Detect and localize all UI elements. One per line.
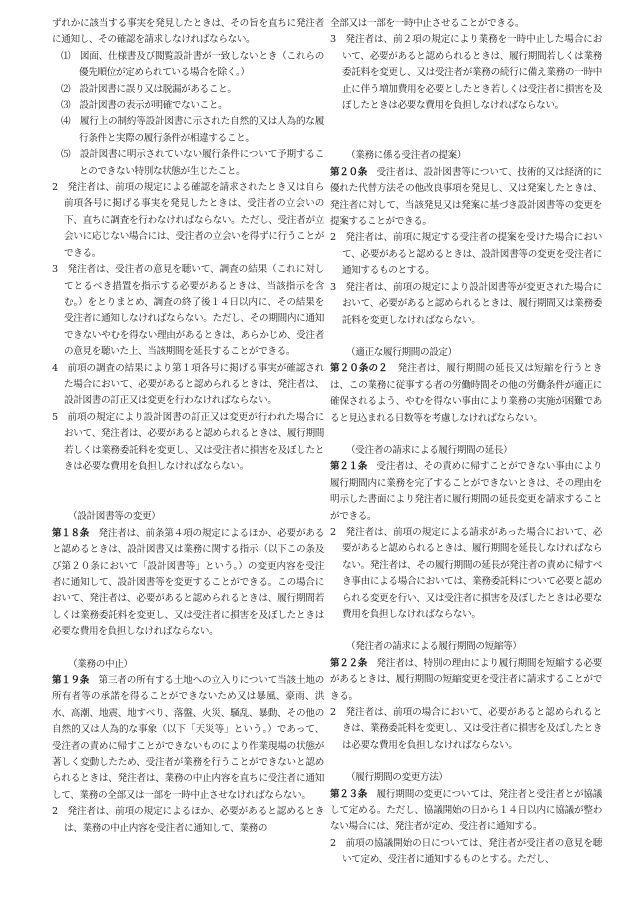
article-21 bbox=[330, 459, 602, 525]
article-20 bbox=[330, 165, 602, 231]
article-23 bbox=[330, 787, 602, 836]
numbered-paragraph: 3 発注者は、前項の規定により設計図書等が変更された場合において、必要があると認められるときは、履行期間又は業務委託料を変更しなければならない。 bbox=[330, 281, 602, 326]
right-column bbox=[330, 16, 602, 869]
article-heading: （業務に係る受注者の提案） bbox=[346, 150, 467, 162]
article-text: 第三者の所有する土地への立入りについて当該土地の所有者等の承諾を得ることができないため又は暴風、豪雨、洪水、高潮、地震、地すべり、落盤、火災、騒乱、暴動、その他の自然的又は人為的な事象（以下「天災等」という。）であって、受注者の責めに帰すことができないものにより作業現場の状態が著しく変動したため、受注者が業務を行うことができないと認められるときは、発注者は、業務の中止内容を直ちに受注者に通知して、業務の全部又は一部を一時中止させなければならない。 bbox=[52, 675, 325, 801]
item-text: 履行上の制約等設計図書に示された自然的又は人為的な履行条件と実際の履行条件が相違すること。 bbox=[79, 116, 324, 144]
numbered-paragraph: 3 発注者は、受注者の意見を聴いて、調査の結果（これに対してとるべき措置を指示する必要があるときは、当該指示を含む。）をとりまとめ、調査の終了後１４日以内に、その結果を受注者に通知しなければならない。ただし、その期間内に通知できないやむを得ない理由があるときは、あらかじめ、受注者の意見を聴いた上、当該期間を延長することができる。 bbox=[52, 264, 324, 358]
numbered-paragraph: 2 前項の協議開始の日については、発注者が受注者の意見を聴いて定め、受注者に通知するものとする。ただし、 bbox=[330, 837, 602, 866]
article-20-2 bbox=[330, 361, 602, 427]
item-text: 設計図書に明示されていない履行条件について予期することのできない特別な状態が生じたこと。 bbox=[79, 149, 324, 177]
list-item bbox=[52, 98, 324, 114]
article-number: 第１９条 bbox=[52, 675, 90, 687]
list-item bbox=[52, 147, 324, 180]
article-18 bbox=[52, 526, 324, 641]
left-column bbox=[52, 16, 324, 837]
item-number: ⑴ bbox=[61, 50, 71, 62]
item-number: ⑶ bbox=[61, 100, 71, 112]
article-number: 第２０条 bbox=[330, 166, 368, 178]
list-item bbox=[52, 82, 324, 98]
numbered-paragraph: 5 前項の規定により設計図書の訂正又は変更が行われた場合において、発注者は、必要があると認められるときは、履行期間若しくは業務委託料を変更し、又は受注者に損害を及ぼしたときは必要な費用を負担しなければならない。 bbox=[52, 411, 324, 472]
numbered-paragraph: 3 発注者は、前２項の規定により業務を一時中止した場合において、必要があると認められるときは、履行期間若しくは業務委託料を変更し、又は受注者が業務の続行に備え業務の一時中止に伴う増加費用を必要としたとき若しくは受注者に損害を及ぼしたときは必要な費用を負担しなければならない。 bbox=[330, 34, 602, 112]
article-19 bbox=[52, 673, 324, 804]
article-heading: （適正な履行期間の設定） bbox=[346, 346, 457, 358]
list-item bbox=[52, 114, 324, 147]
article-number: 第１８条 bbox=[52, 527, 90, 539]
list-item bbox=[52, 49, 324, 82]
item-text: 図面、仕様書及び閲覧設計書が一致しないとき（これらの優先順位が定められている場合を除く。） bbox=[79, 50, 324, 79]
item-text: 設計図書に誤り又は脱漏があること。 bbox=[79, 83, 237, 95]
article-heading: （発注者の請求による履行期間の短縮等） bbox=[346, 641, 522, 653]
article-heading: （受注者の請求による履行期間の延長） bbox=[346, 444, 513, 456]
item-number: ⑷ bbox=[61, 116, 71, 128]
continued-paragraph: ずれかに該当する事実を発見したときは、その旨を直ちに発注者に通知し、その確認を請求しなければならない。 bbox=[52, 18, 324, 46]
article-text: 履行期間の変更については、発注者と受注者とが協議して定める。ただし、協議開始の日から１４日以内に協議が整わない場合には、発注者が定め、受注者に通知する。 bbox=[330, 788, 603, 833]
article-number: 第２１条 bbox=[330, 461, 368, 473]
article-text: 発注者は、履行期間の延長又は短縮を行うときは、この業務に従事する者の労働時間その他の労働条件が適正に確保されるよう、やむを得ない事由により業務の実施が困難であると見込まれる日数等を考慮しなければならない。 bbox=[330, 363, 602, 424]
article-heading: （業務の中止） bbox=[68, 658, 133, 670]
article-text: 受注者は、設計図書等について、技術的又は経済的に優れた代替方法その他改良事項を発見し、又は発案したときは、発注者に対して、当該発見又は発案に基づき設計図書等の変更を提案することができる。 bbox=[330, 166, 602, 228]
item-number: ⑸ bbox=[61, 149, 71, 161]
continued-paragraph: 全部又は一部を一時中止させることができる。 bbox=[330, 18, 525, 29]
numbered-paragraph: 2 発注者は、前項の規定による請求があった場合において、必要があると認められるときは、履行期間を延長しなければならない。発注者は、その履行期間の延長が発注者の責めに帰すべき事由による場合においては、業務委託料について必要と認められる変更を行い、又は受注者に損害を及ぼしたときは必要な費用を負担しなければならない。 bbox=[330, 526, 602, 620]
article-number: 第２３条 bbox=[330, 788, 368, 800]
article-number: 第２０条の２ bbox=[330, 363, 388, 375]
article-text: 受注者は、その責めに帰すことができない事由により履行期間内に業務を完了することができないときは、その理由を明示した書面により発注者に履行期間の延長変更を請求することができる。 bbox=[330, 461, 603, 522]
numbered-paragraph: 2 発注者は、前項に規定する受注者の提案を受けた場合において、必要があると認めるときは、設計図書等の変更を受注者に通知するものとする。 bbox=[330, 232, 602, 277]
numbered-paragraph: 2 発注者は、前項の場合において、必要があると認められるときは、業務委託料を変更し、又は受注者に損害を及ぼしたときは必要な費用を負担しなければならない。 bbox=[330, 707, 602, 751]
item-number: ⑵ bbox=[61, 83, 71, 95]
numbered-paragraph: 2 発注者は、前項の規定による確認を請求されたとき又は自ら前項各号に掲げる事実を発見したときは、受注者の立会いの下、直ちに調査を行わなければならない。ただし、受注者が立会いに応じない場合には、受注者の立会いを得ずに行うことができる。 bbox=[52, 182, 324, 259]
article-text: 発注者は、特別の理由により履行期間を短縮する必要があるときは、履行期間の短縮変更を受注者に請求することができる。 bbox=[330, 657, 603, 702]
article-22 bbox=[330, 656, 602, 705]
article-heading: （設計図書等の変更） bbox=[68, 511, 161, 523]
numbered-paragraph: 2 発注者は、前項の規定によるほか、必要があると認めるときは、業務の中止内容を受注者に通知して、業務の bbox=[52, 806, 324, 834]
article-number: 第２２条 bbox=[330, 657, 368, 669]
article-text: 発注者は、前条第４項の規定によるほか、必要があると認めるときは、設計図書又は業務に関する指示（以下この条及び第２０条において「設計図書等」という。）の変更内容を受注者に通知して、設計図書等を変更することができる。この場合において、発注者は、必要があると認められるときは、履行期間若しくは業務委託料を変更し、又は受注者に損害を及ぼしたときは必要な費用を負担しなければならない。 bbox=[52, 527, 325, 638]
article-heading: （履行期間の変更方法） bbox=[346, 772, 448, 784]
numbered-paragraph: 4 前項の調査の結果により第１項各号に掲げる事実が確認された場合において、必要があると認められるときは、発注者は、設計図書の訂正又は変更を行わなければならない。 bbox=[52, 362, 324, 407]
item-text: 設計図書の表示が明確でないこと。 bbox=[79, 100, 228, 112]
